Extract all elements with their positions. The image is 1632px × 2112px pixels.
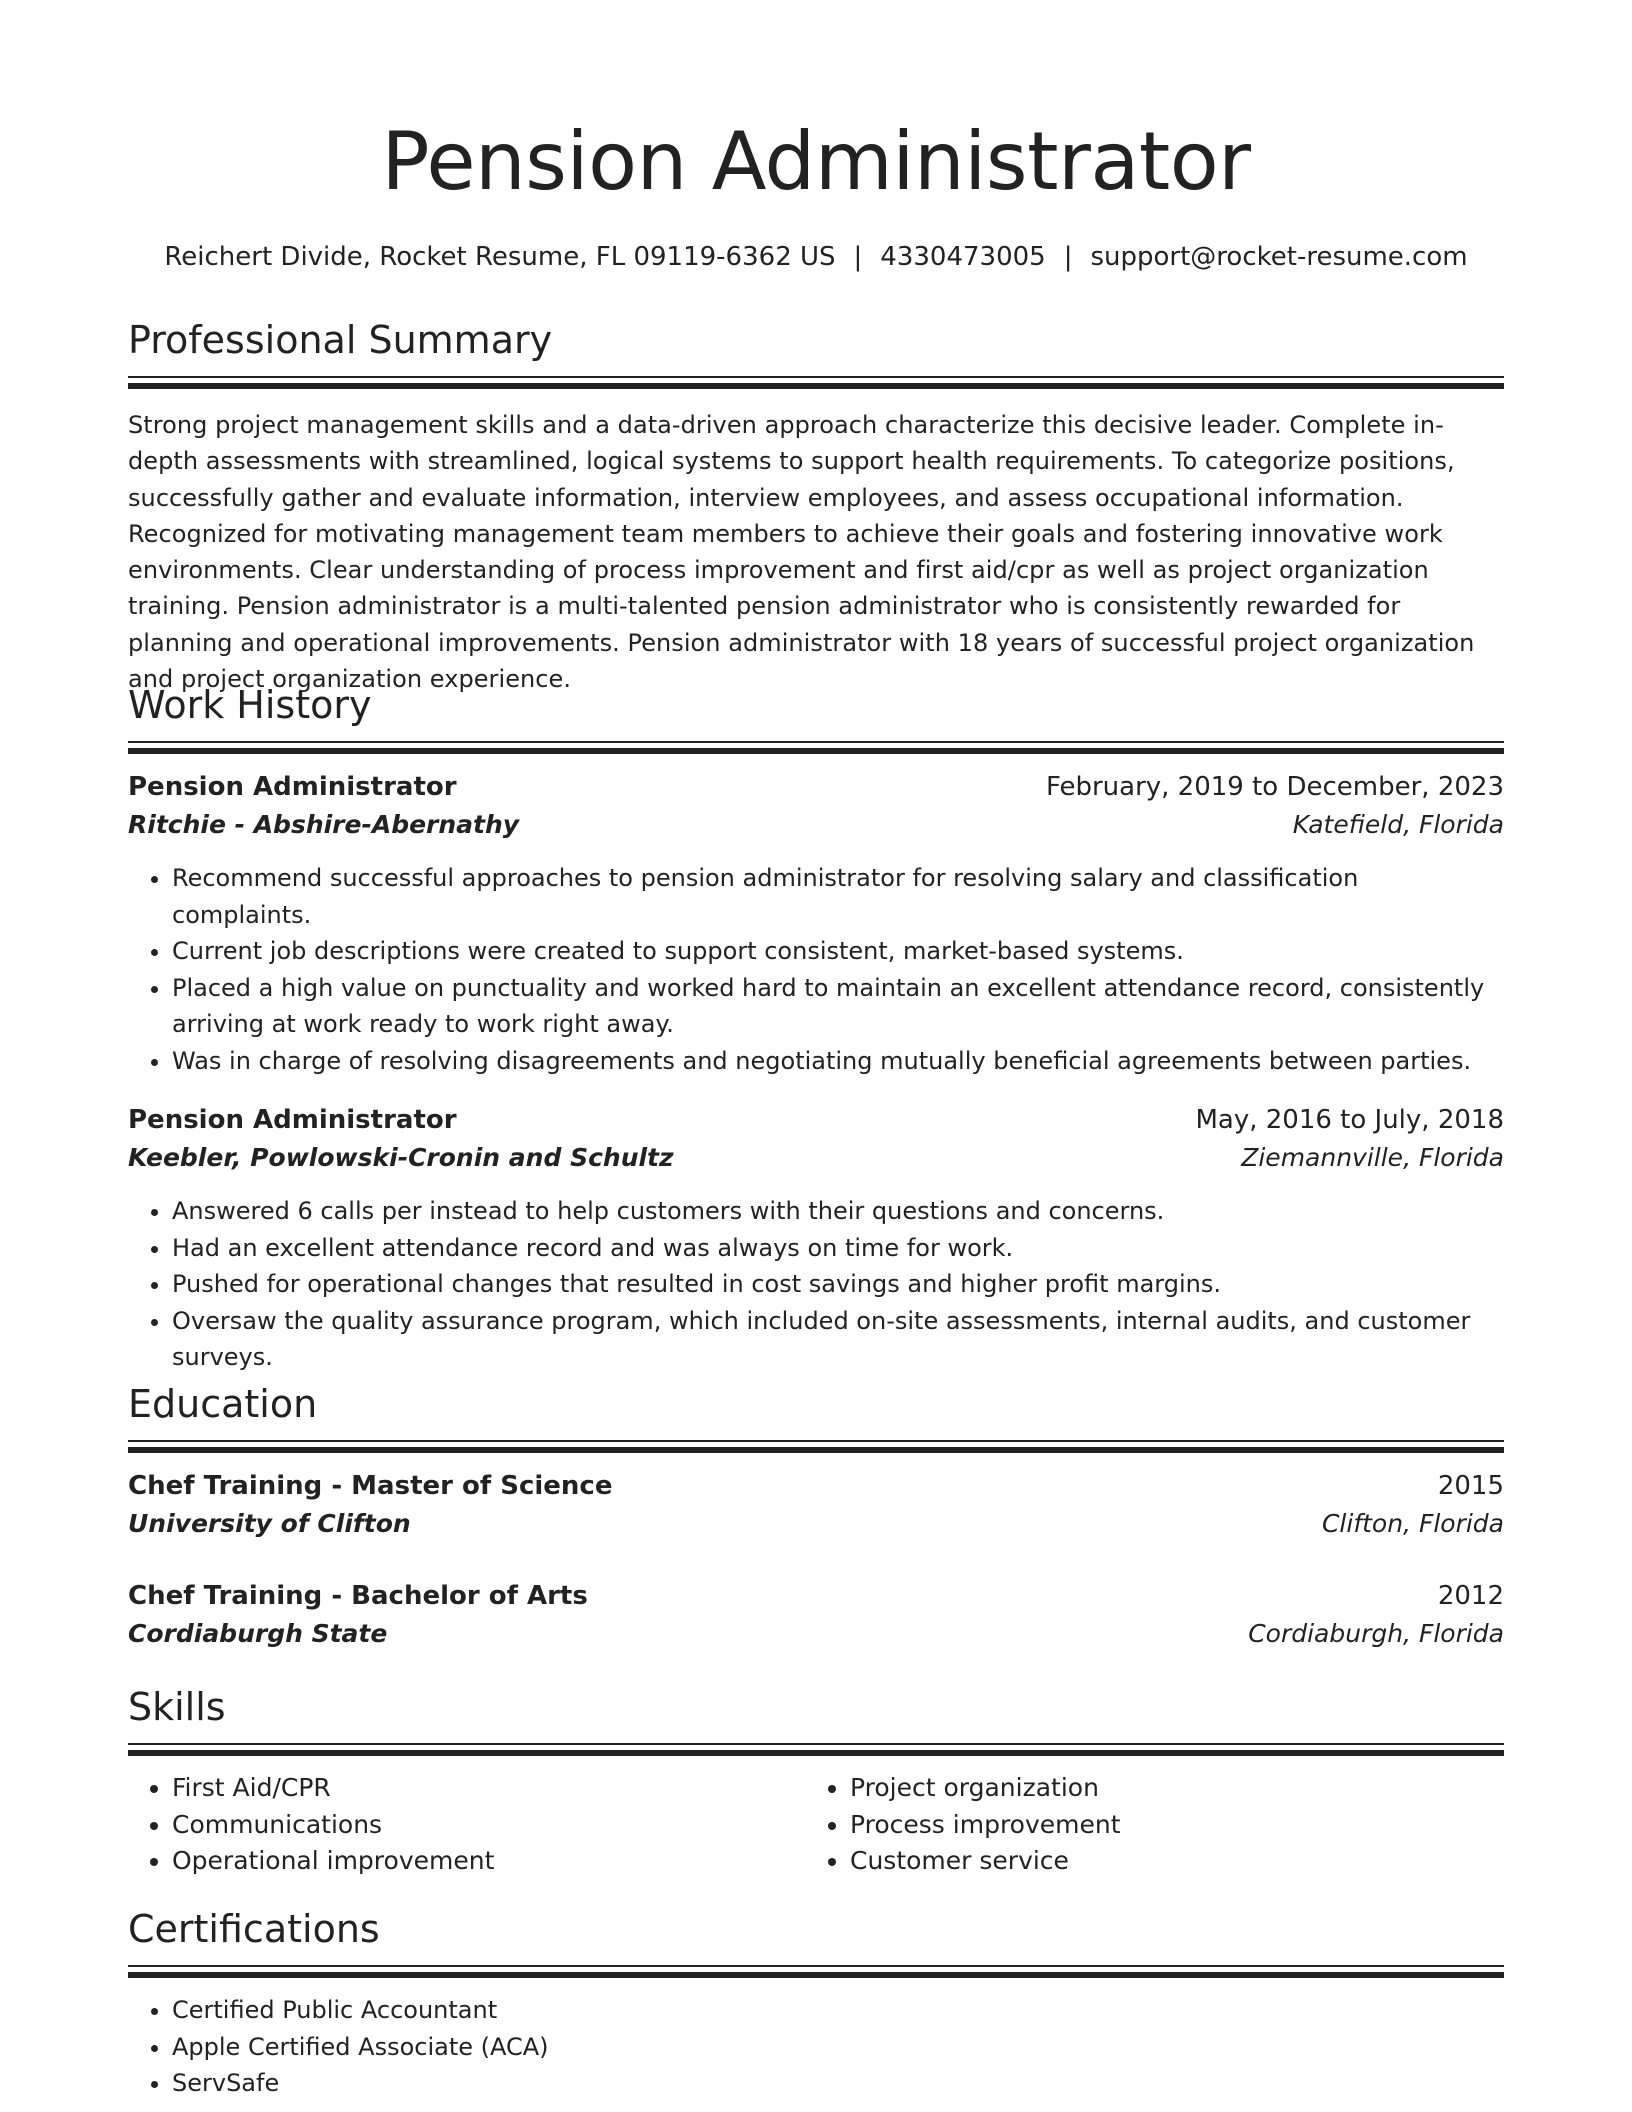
- education-entry: [128, 1577, 1504, 1653]
- skills-section: [128, 1683, 1504, 1880]
- list-item: • First Aid/CPR: [172, 1770, 806, 1807]
- job-role: Pension Administrator: [128, 1105, 457, 1135]
- certifications-section: [128, 1905, 1504, 2102]
- list-item: • Pushed for operational changes that resulted in cost savings and higher profit margins.: [172, 1266, 1504, 1303]
- summary-text: Strong project management skills and a data-driven approach characterize this decisive leader. Complete in-depth assessments with streamlined, logical systems to support health requirements. To categorize positions, successfully gather and evaluate information, interview employees, and assess occupational information. Recognized for motivating management team members to achieve their goals and fostering innovative work environments. Clear understanding of process improvement and first aid/cpr as well as project organization training. Pension administrator is a multi-talented pension administrator who is consistently rewarded for planning and operational improvements. Pension administrator with 18 years of successful project organization and project organization experience.: [128, 411, 1475, 694]
- education-degree: Chef Training - Bachelor of Arts: [128, 1581, 588, 1611]
- list-item: • Apple Certified Associate (ACA): [172, 2029, 1504, 2066]
- list-item: • Current job descriptions were created to support consistent, market-based systems.: [172, 933, 1504, 970]
- education-year: 2012: [1437, 1581, 1504, 1611]
- job-bullets: [128, 860, 1504, 1079]
- job-company: Ritchie - Abshire-Abernathy: [128, 810, 520, 839]
- job-role: Pension Administrator: [128, 772, 457, 802]
- work-history-section: [128, 681, 1504, 1376]
- list-item: • Answered 6 calls per instead to help customers with their questions and concerns.: [172, 1193, 1504, 1230]
- list-item: • Customer service: [850, 1843, 1484, 1880]
- section-divider: [128, 1965, 1504, 1978]
- list-item: • Operational improvement: [172, 1843, 806, 1880]
- list-item: • Placed a high value on punctuality and worked hard to maintain an excellent attendance record, consistently arriving at work ready to work right away.: [172, 970, 1504, 1043]
- education-school: University of Clifton: [128, 1509, 411, 1538]
- job-dates: February, 2019 to December, 2023: [1045, 772, 1504, 802]
- list-item: • Project organization: [850, 1770, 1484, 1807]
- job-location: Katefield, Florida: [1292, 810, 1504, 839]
- list-item: • Recommend successful approaches to pension administrator for resolving salary and classification complaints.: [172, 860, 1504, 933]
- list-item: • Was in charge of resolving disagreements and negotiating mutually beneficial agreements between parties.: [172, 1043, 1504, 1080]
- skills-column-left: [128, 1770, 806, 1880]
- contact-email: support@rocket-resume.com: [1090, 242, 1468, 272]
- candidate-name: Pension Administrator: [381, 115, 1251, 208]
- job-bullets: [128, 1193, 1504, 1376]
- certifications-list: [128, 1992, 1504, 2102]
- contact-separator: |: [853, 242, 863, 272]
- section-divider: [128, 376, 1504, 389]
- skills-grid: [128, 1770, 1504, 1880]
- education-school: Cordiaburgh State: [128, 1619, 388, 1648]
- education-section: [128, 1380, 1504, 1653]
- section-divider: [128, 741, 1504, 754]
- section-title: Professional Summary: [128, 318, 553, 362]
- section-divider: [128, 1440, 1504, 1453]
- section-divider: [128, 1743, 1504, 1756]
- list-item: • Process improvement: [850, 1807, 1484, 1844]
- job-dates: May, 2016 to July, 2018: [1195, 1105, 1504, 1135]
- list-item: • Had an excellent attendance record and was always on time for work.: [172, 1230, 1504, 1267]
- job-location: Ziemannville, Florida: [1241, 1143, 1504, 1172]
- education-degree: Chef Training - Master of Science: [128, 1471, 613, 1501]
- section-title: Skills: [128, 1685, 226, 1729]
- skills-column-right: [806, 1770, 1484, 1880]
- contact-phone: 4330473005: [880, 242, 1046, 272]
- education-entry: [128, 1467, 1504, 1543]
- section-title: Education: [128, 1382, 318, 1426]
- contact-line: [128, 240, 1504, 274]
- job-entry: [128, 768, 1504, 1079]
- list-item: • Communications: [172, 1807, 806, 1844]
- education-year: 2015: [1437, 1471, 1504, 1501]
- list-item: • Oversaw the quality assurance program, which included on-site assessments, internal audits, and customer surveys.: [172, 1303, 1504, 1376]
- section-title: Work History: [128, 683, 372, 727]
- contact-separator: |: [1063, 242, 1073, 272]
- summary-section: [128, 316, 1504, 697]
- list-item: • Certified Public Accountant: [172, 1992, 1504, 2029]
- education-location: Cordiaburgh, Florida: [1248, 1619, 1504, 1648]
- education-location: Clifton, Florida: [1321, 1509, 1504, 1538]
- job-entry: [128, 1101, 1504, 1376]
- job-company: Keebler, Powlowski-Cronin and Schultz: [128, 1143, 674, 1172]
- section-title: Certifications: [128, 1907, 380, 1951]
- contact-address: Reichert Divide, Rocket Resume, FL 09119-6362 US: [164, 242, 836, 272]
- list-item: • ServSafe: [172, 2065, 1504, 2102]
